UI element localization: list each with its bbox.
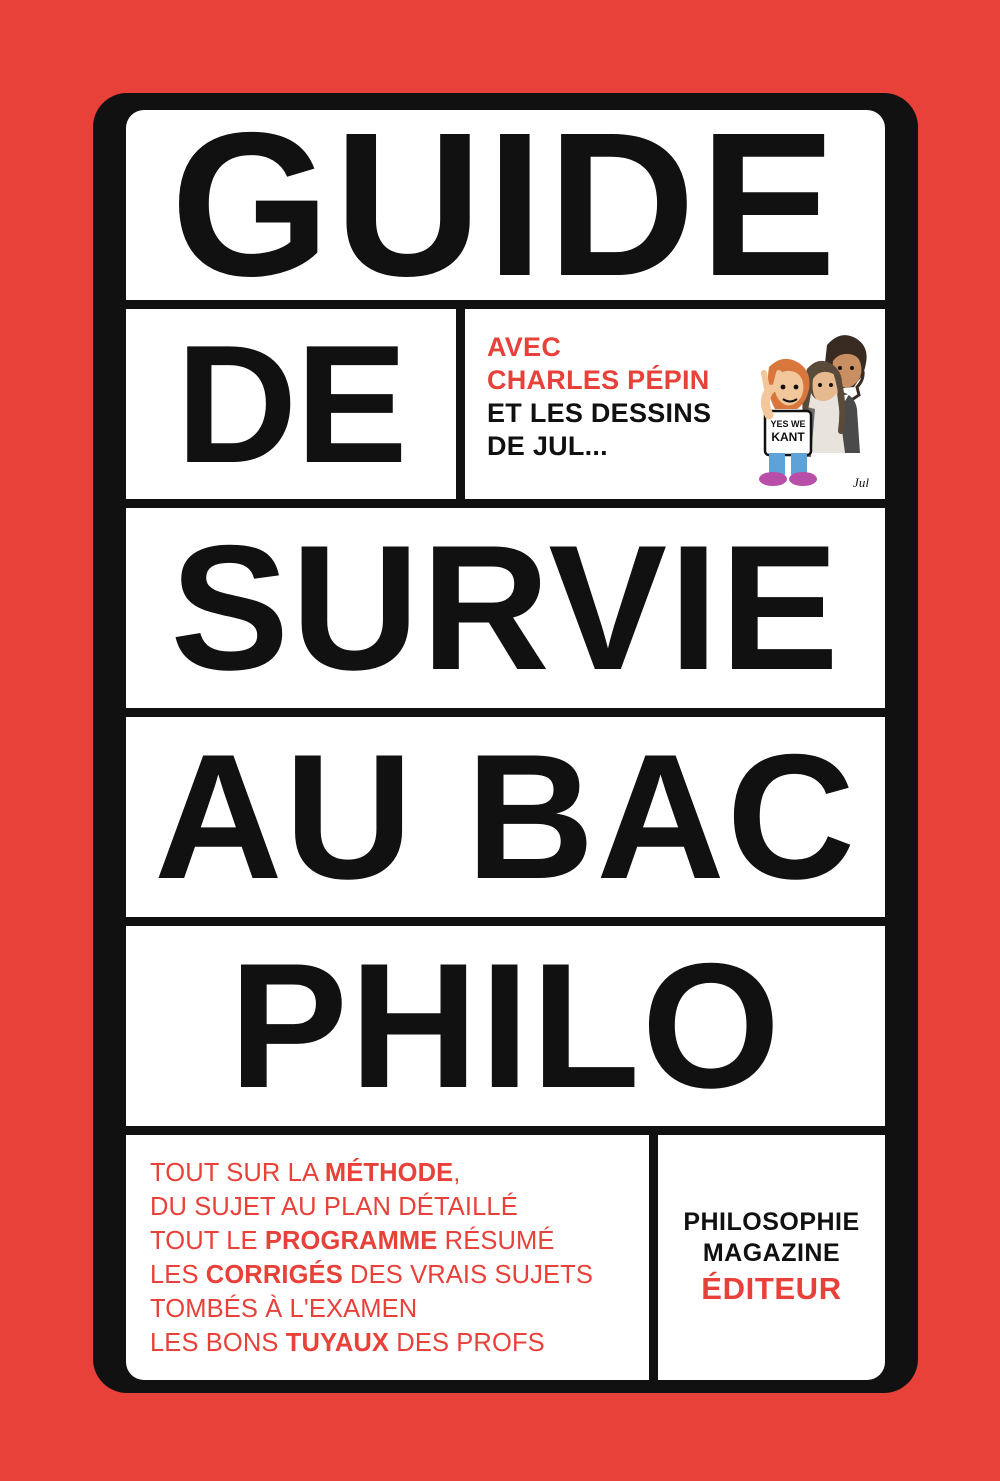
title-line-philo-text: PHILO (229, 926, 782, 1125)
list-item (150, 1327, 633, 1361)
title-line-survie (126, 508, 885, 708)
svg-text:YES WE: YES WE (770, 419, 806, 429)
credits-line-jul: DE JUL... (487, 430, 608, 461)
credits-panel (465, 309, 885, 499)
title-line-aubac (126, 717, 885, 917)
cover-grid (102, 102, 909, 1384)
publisher-line-3: ÉDITEUR (701, 1271, 842, 1307)
title-line-philo (126, 926, 885, 1126)
publisher-panel (658, 1135, 885, 1380)
feature-suffix: RÉSUMÉ (437, 1226, 555, 1255)
title-line-survie-text: SURVIE (170, 508, 841, 707)
feature-strong: TUYAUX (285, 1328, 390, 1357)
svg-text:KANT: KANT (771, 430, 805, 444)
feature-prefix: TOUT LE (150, 1226, 265, 1255)
feature-suffix: DES PROFS (389, 1328, 545, 1357)
title-line-aubac-text: AU BAC (154, 717, 857, 916)
title-line-guide (126, 110, 885, 300)
feature-prefix: LES BONS (150, 1328, 286, 1357)
list-item (150, 1259, 633, 1293)
list-item-second-line: DU SUJET AU PLAN DÉTAILLÉ (150, 1192, 518, 1221)
credits-line-avec: AVEC (487, 332, 562, 362)
title-line-de-text: DE (175, 310, 407, 498)
list-item-second-line: TOMBÉS À L'EXAMEN (150, 1294, 418, 1323)
credits-line-dessins: ET LES DESSINS (487, 397, 712, 428)
features-list (150, 1157, 633, 1360)
cartoon-illustration-icon (711, 315, 879, 495)
book-cover (93, 93, 918, 1393)
publisher-line-1: PHILOSOPHIE (683, 1208, 860, 1237)
feature-strong: CORRIGÉS (205, 1260, 343, 1289)
feature-suffix: , (453, 1159, 461, 1187)
list-item (150, 1225, 633, 1259)
title-line-de (126, 309, 456, 499)
feature-prefix: LES (150, 1260, 206, 1289)
cartoon-signature-text: Jul (853, 475, 869, 490)
publisher-line-2: MAGAZINE (702, 1238, 841, 1267)
feature-suffix: DES VRAIS SUJETS (342, 1260, 593, 1289)
title-line-guide-text: GUIDE (170, 110, 841, 300)
list-item (150, 1157, 633, 1191)
feature-prefix: TOUT SUR LA (150, 1159, 325, 1187)
feature-strong: PROGRAMME (264, 1226, 438, 1255)
features-panel (126, 1135, 649, 1380)
credits-line-author: CHARLES PÉPIN (487, 364, 710, 395)
feature-strong: MÉTHODE (324, 1159, 454, 1187)
